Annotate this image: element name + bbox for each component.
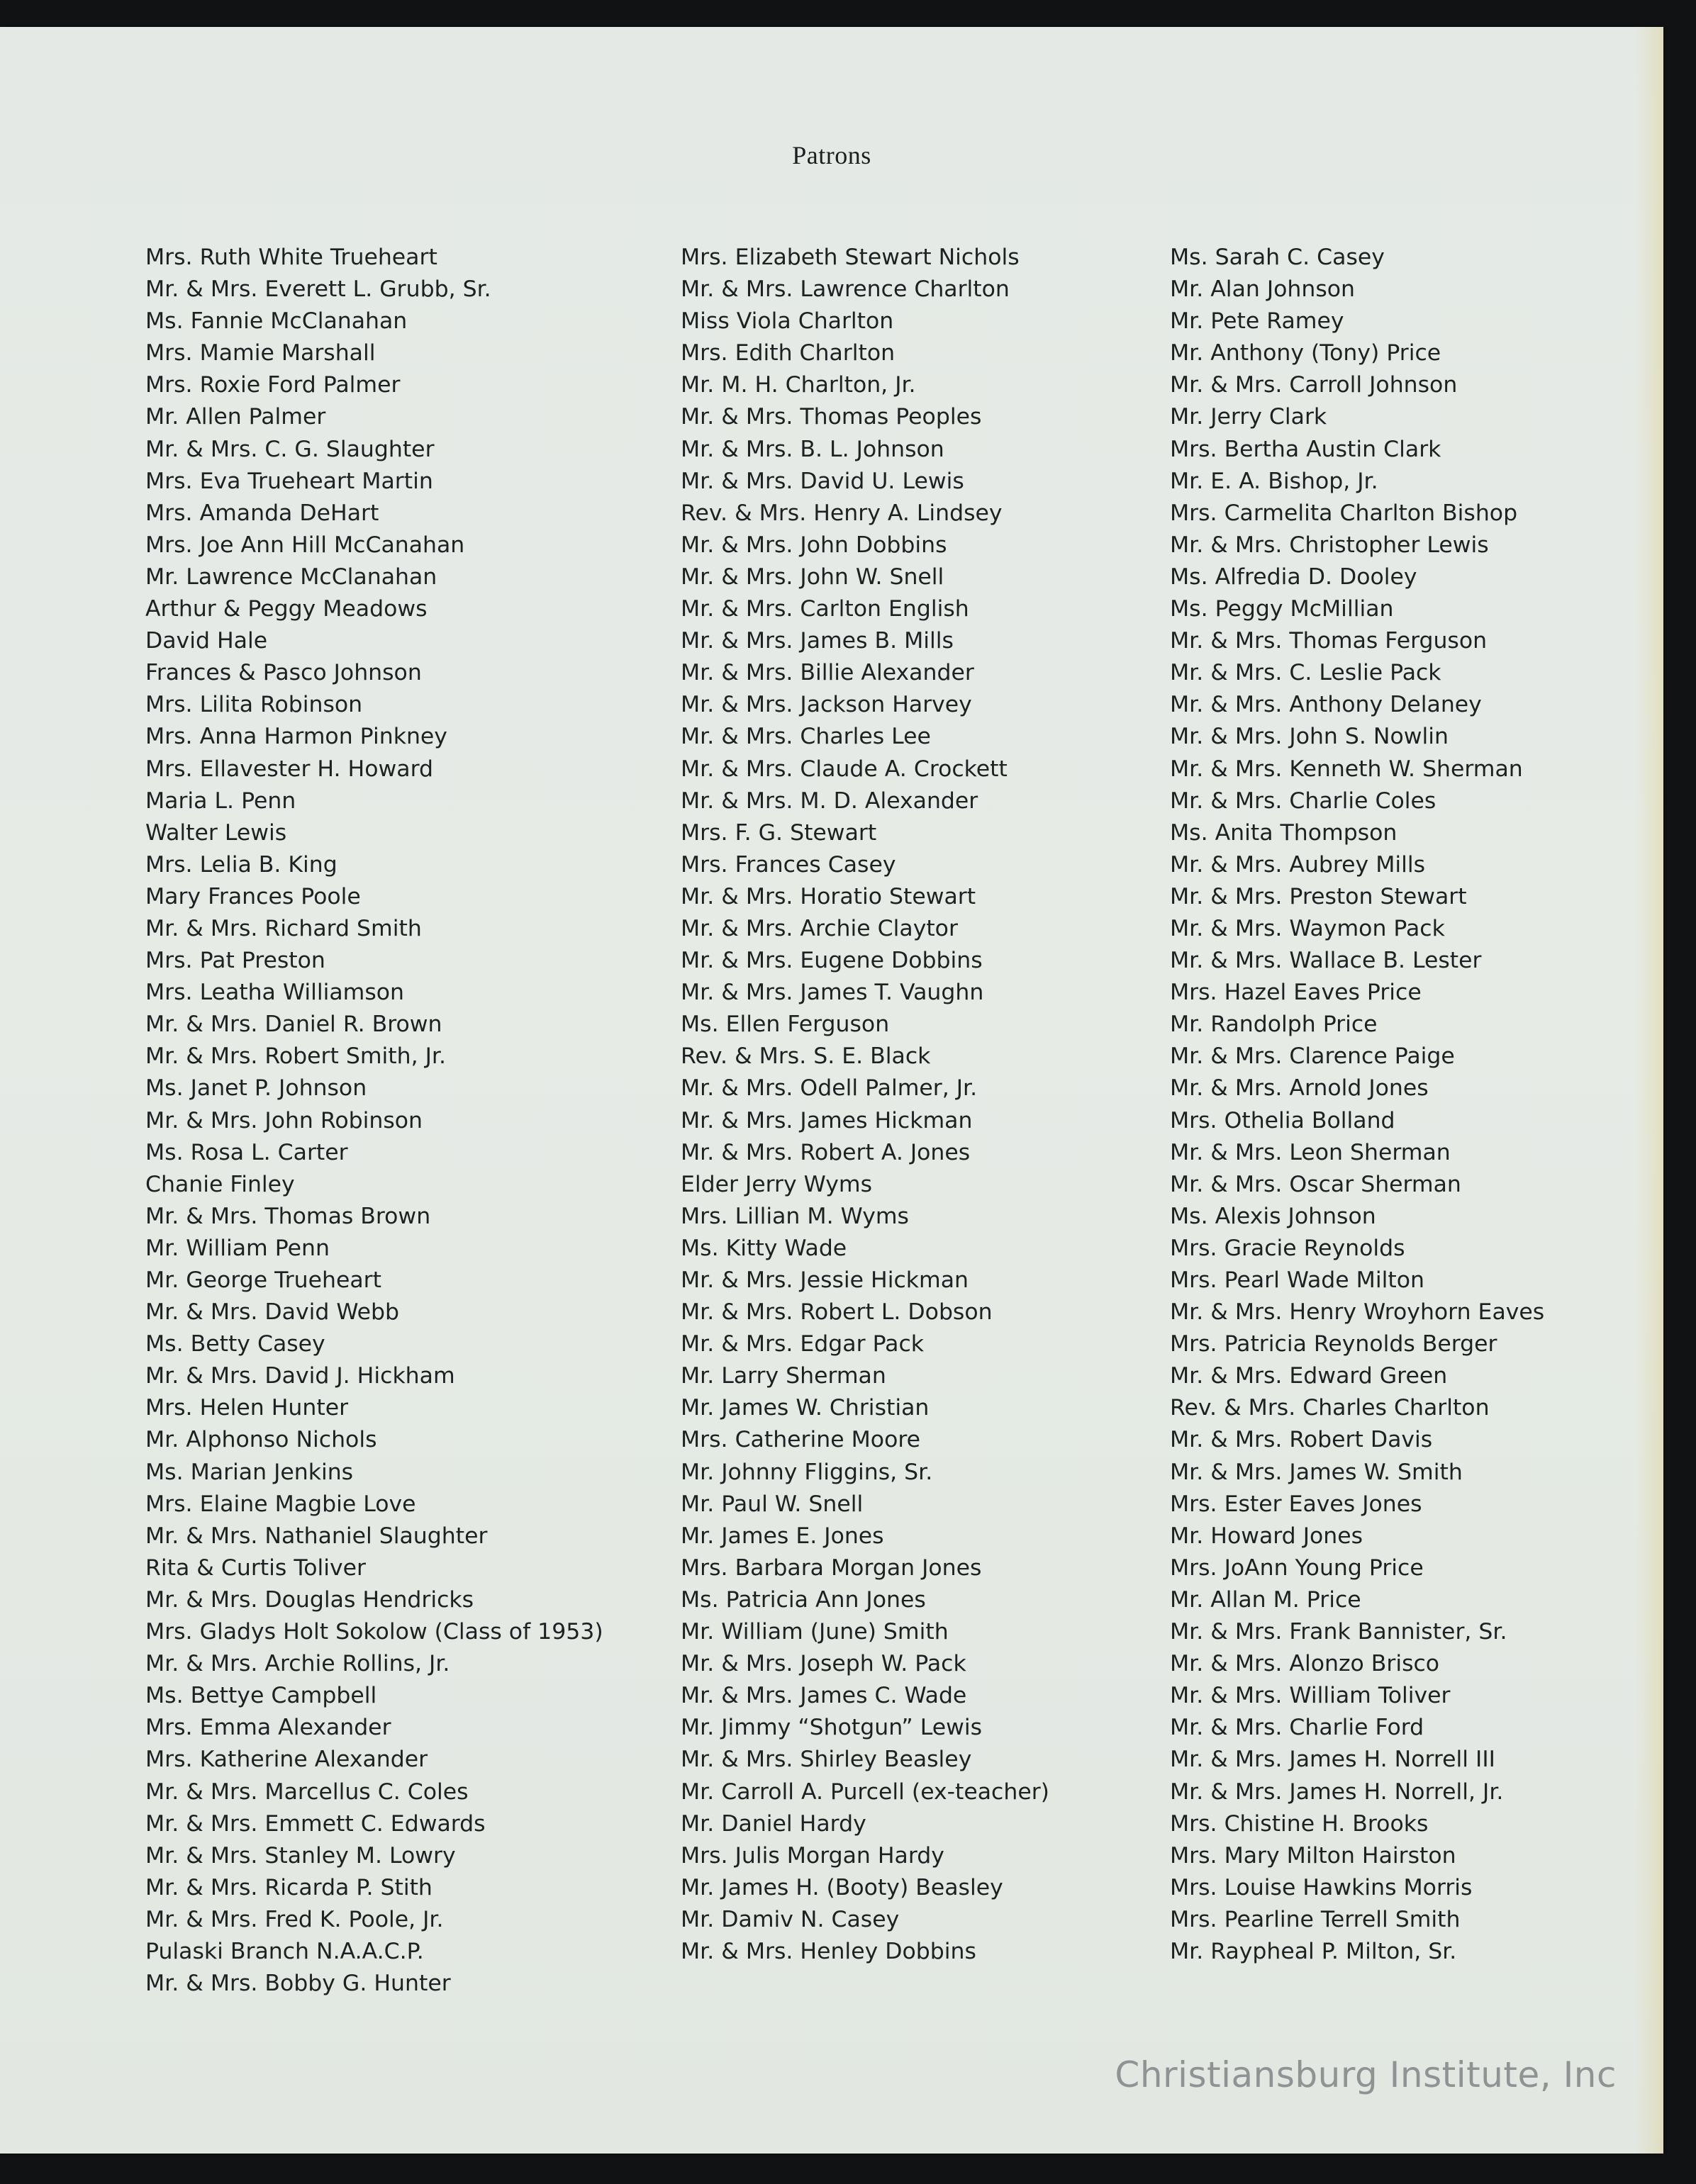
patron-name: Mrs. Lilita Robinson: [145, 692, 363, 718]
patron-name: Mrs. Helen Hunter: [145, 1395, 349, 1421]
patron-name: Mr. & Mrs. Edgar Pack: [681, 1331, 925, 1357]
patron-name: Mr. & Mrs. Stanley M. Lowry: [145, 1842, 456, 1869]
patron-name: Mr. Larry Sherman: [681, 1363, 886, 1389]
patron-name: Mr. Anthony (Tony) Price: [1170, 340, 1441, 366]
patron-name: Mr. Alphonso Nichols: [145, 1427, 377, 1453]
patron-name: Mr. & Mrs. Daniel R. Brown: [145, 1012, 442, 1038]
patron-name: Mr. & Mrs. Jessie Hickman: [681, 1267, 969, 1293]
patron-name: Mr. & Mrs. Henry Wroyhorn Eaves: [1170, 1299, 1545, 1326]
patron-name: Mrs. Frances Casey: [681, 851, 896, 878]
patron-name: Mr. & Mrs. Eugene Dobbins: [681, 948, 983, 974]
patron-name: Mr. & Mrs. Odell Palmer, Jr.: [681, 1075, 978, 1102]
patron-name: Ms. Alfredia D. Dooley: [1170, 564, 1417, 590]
patron-name: Mr. & Mrs. Shirley Beasley: [681, 1747, 972, 1773]
patron-name: Ms. Patricia Ann Jones: [681, 1586, 926, 1613]
patron-name: Mrs. Elaine Magbie Love: [145, 1491, 416, 1517]
watermark-text: Christiansburg Institute, Inc: [1115, 2054, 1617, 2095]
patron-name: Mrs. Chistine H. Brooks: [1170, 1810, 1429, 1837]
patron-name: Arthur & Peggy Meadows: [145, 596, 428, 622]
patron-name: Mr. & Mrs. Ricarda P. Stith: [145, 1874, 433, 1900]
patron-name: Mr. & Mrs. Arnold Jones: [1170, 1075, 1429, 1102]
patron-name: Mr. Carroll A. Purcell (ex-teacher): [681, 1779, 1049, 1805]
patron-name: Rita & Curtis Toliver: [145, 1555, 366, 1581]
patron-name: Mr. & Mrs. Lawrence Charlton: [681, 276, 1010, 303]
patron-name: Mr. Pete Ramey: [1170, 308, 1344, 335]
patron-name: Mr. & Mrs. John W. Snell: [681, 564, 944, 590]
patron-name: Mr. & Mrs. Jackson Harvey: [681, 692, 972, 718]
patron-name: Mr. & Mrs. Waymon Pack: [1170, 915, 1445, 941]
patron-name: Chanie Finley: [145, 1171, 295, 1197]
patron-name: Ms. Marian Jenkins: [145, 1459, 354, 1485]
patron-name: Mr. & Mrs. C. G. Slaughter: [145, 436, 435, 462]
patron-name: Mr. & Mrs. M. D. Alexander: [681, 788, 978, 814]
patron-name: Mrs. Gracie Reynolds: [1170, 1235, 1405, 1261]
patron-name: Mrs. Emma Alexander: [145, 1715, 391, 1741]
patron-name: Mr. & Mrs. Thomas Peoples: [681, 404, 982, 430]
patron-name: Mr. Allen Palmer: [145, 404, 326, 430]
patron-name: Mrs. JoAnn Young Price: [1170, 1555, 1424, 1581]
patron-name: Mr. & Mrs. David J. Hickham: [145, 1363, 455, 1389]
patron-name: Mr. M. H. Charlton, Jr.: [681, 372, 916, 398]
patron-name: Mr. & Mrs. Frank Bannister, Sr.: [1170, 1619, 1507, 1645]
patron-name: Mr. & Mrs. Archie Rollins, Jr.: [145, 1651, 450, 1677]
patron-name: Rev. & Mrs. Henry A. Lindsey: [681, 500, 1003, 526]
patron-name: Mr. & Mrs. Bobby G. Hunter: [145, 1971, 451, 1997]
patron-name: Rev. & Mrs. S. E. Black: [681, 1043, 931, 1070]
patron-name: Mr. & Mrs. Thomas Brown: [145, 1203, 431, 1229]
patron-name: Mr. & Mrs. James W. Smith: [1170, 1459, 1463, 1485]
document-page: [0, 27, 1663, 2154]
patron-name: Mrs. Pearline Terrell Smith: [1170, 1906, 1461, 1932]
patron-name: Mr. & Mrs. Nathaniel Slaughter: [145, 1523, 488, 1549]
patron-name: Ms. Betty Casey: [145, 1331, 325, 1357]
patron-name: Mr. & Mrs. Douglas Hendricks: [145, 1586, 474, 1613]
patron-name: Mr. & Mrs. Wallace B. Lester: [1170, 948, 1482, 974]
patron-name: Mr. & Mrs. Robert Smith, Jr.: [145, 1043, 446, 1070]
patron-name: Mrs. Othelia Bolland: [1170, 1107, 1395, 1133]
patron-name: Mr. & Mrs. Kenneth W. Sherman: [1170, 756, 1523, 782]
patron-name: Mr. & Mrs. Anthony Delaney: [1170, 692, 1482, 718]
patron-name: Mr. & Mrs. Christopher Lewis: [1170, 532, 1489, 558]
patron-column-3: [1170, 242, 1544, 1968]
patron-name: Mr. Allan M. Price: [1170, 1586, 1361, 1613]
patron-name: Mr. E. A. Bishop, Jr.: [1170, 468, 1378, 494]
patron-name: Mr. William (June) Smith: [681, 1619, 949, 1645]
patron-name: Mr. James W. Christian: [681, 1395, 930, 1421]
page-title: Patrons: [792, 141, 871, 169]
patron-name: Mr. & Mrs. Carlton English: [681, 596, 969, 622]
patron-name: Mrs. Mary Milton Hairston: [1170, 1842, 1456, 1869]
patron-name: Mr. Johnny Fliggins, Sr.: [681, 1459, 933, 1485]
patron-name: Mr. & Mrs. James C. Wade: [681, 1683, 967, 1709]
patron-name: Mr. & Mrs. Preston Stewart: [1170, 883, 1467, 909]
patron-name: Mrs. Gladys Holt Sokolow (Class of 1953): [145, 1619, 603, 1645]
patron-name: Mrs. Anna Harmon Pinkney: [145, 724, 447, 750]
patron-name: Mrs. Joe Ann Hill McCanahan: [145, 532, 465, 558]
patron-name: Mrs. Lelia B. King: [145, 851, 337, 878]
patron-name: Mary Frances Poole: [145, 883, 361, 909]
patron-name: Mr. James E. Jones: [681, 1523, 884, 1549]
patron-name: Mr. & Mrs. Marcellus C. Coles: [145, 1779, 469, 1805]
patron-name: Ms. Peggy McMillian: [1170, 596, 1394, 622]
patron-name: Mr. James H. (Booty) Beasley: [681, 1874, 1003, 1900]
patron-name: Mr. Randolph Price: [1170, 1012, 1378, 1038]
patron-name: Mrs. Mamie Marshall: [145, 340, 376, 366]
patron-name: David Hale: [145, 628, 268, 654]
patron-name: Ms. Kitty Wade: [681, 1235, 847, 1261]
patron-name: Mrs. Pat Preston: [145, 948, 325, 974]
patron-name: Rev. & Mrs. Charles Charlton: [1170, 1395, 1490, 1421]
patron-name: Ms. Janet P. Johnson: [145, 1075, 367, 1102]
patron-name: Mr. & Mrs. Clarence Paige: [1170, 1043, 1455, 1070]
patron-name: Mr. Paul W. Snell: [681, 1491, 864, 1517]
patron-name: Mr. & Mrs. Robert L. Dobson: [681, 1299, 993, 1326]
patron-name: Mrs. Elizabeth Stewart Nichols: [681, 245, 1020, 270]
patron-name: Ms. Sarah C. Casey: [1170, 245, 1385, 270]
patron-name: Mr. & Mrs. John Dobbins: [681, 532, 947, 558]
patron-name: Mr. & Mrs. James H. Norrell III: [1170, 1747, 1495, 1773]
patron-name: Mrs. Katherine Alexander: [145, 1747, 428, 1773]
patron-name: Mr. & Mrs. Joseph W. Pack: [681, 1651, 966, 1677]
patron-name: Mr. Jimmy “Shotgun” Lewis: [681, 1715, 983, 1741]
patron-name: Mr. & Mrs. Billie Alexander: [681, 660, 974, 686]
patron-name: Ms. Alexis Johnson: [1170, 1203, 1376, 1229]
patron-name: Mr. & Mrs. Oscar Sherman: [1170, 1171, 1461, 1197]
patron-name: Ms. Ellen Ferguson: [681, 1012, 890, 1038]
patron-name: Mrs. Pearl Wade Milton: [1170, 1267, 1424, 1293]
patron-column-2: [681, 242, 1049, 1968]
patron-name: Mr. & Mrs. Horatio Stewart: [681, 883, 976, 909]
patron-name: Mrs. Lillian M. Wyms: [681, 1203, 909, 1229]
patron-name: Mr. & Mrs. Archie Claytor: [681, 915, 958, 941]
patron-name: Mrs. Ellavester H. Howard: [145, 756, 433, 782]
patron-name: Mrs. Ruth White Trueheart: [145, 245, 437, 270]
patron-name: Maria L. Penn: [145, 788, 296, 814]
patron-name: Ms. Bettye Campbell: [145, 1683, 377, 1709]
patron-name: Mr. & Mrs. Fred K. Poole, Jr.: [145, 1906, 444, 1932]
patron-name: Mr. & Mrs. C. Leslie Pack: [1170, 660, 1441, 686]
patron-name: Mr. & Mrs. Aubrey Mills: [1170, 851, 1426, 878]
patron-name: Mr. & Mrs. Alonzo Brisco: [1170, 1651, 1440, 1677]
patron-name: Mrs. Julis Morgan Hardy: [681, 1842, 944, 1869]
patron-name: Mr. & Mrs. James Hickman: [681, 1107, 973, 1133]
patron-name: Mr. William Penn: [145, 1235, 330, 1261]
patron-name: Mrs. Roxie Ford Palmer: [145, 372, 401, 398]
patron-name: Mr. Howard Jones: [1170, 1523, 1363, 1549]
patron-name: Mrs. Eva Trueheart Martin: [145, 468, 433, 494]
patron-name: Mr. & Mrs. Thomas Ferguson: [1170, 628, 1488, 654]
patron-name: Mr. & Mrs. James H. Norrell, Jr.: [1170, 1779, 1504, 1805]
patron-name: Ms. Fannie McClanahan: [145, 308, 408, 335]
patron-name: Mrs. F. G. Stewart: [681, 819, 877, 846]
patron-name: Mr. & Mrs. Henley Dobbins: [681, 1938, 976, 1964]
patron-name: Mr. & Mrs. Leon Sherman: [1170, 1139, 1451, 1165]
patron-name: Mrs. Hazel Eaves Price: [1170, 980, 1422, 1006]
patron-name: Mr. Jerry Clark: [1170, 404, 1327, 430]
patron-name: Mrs. Bertha Austin Clark: [1170, 436, 1441, 462]
patron-name: Mr. Alan Johnson: [1170, 276, 1355, 303]
patron-name: Mr. & Mrs. David Webb: [145, 1299, 400, 1326]
patron-name: Ms. Rosa L. Carter: [145, 1139, 348, 1165]
patron-name: Mr. & Mrs. James B. Mills: [681, 628, 954, 654]
patron-name: Mr. & Mrs. Charles Lee: [681, 724, 931, 750]
patron-name: Mr. & Mrs. John Robinson: [145, 1107, 423, 1133]
patron-name: Mrs. Patricia Reynolds Berger: [1170, 1331, 1497, 1357]
patron-name: Frances & Pasco Johnson: [145, 660, 422, 686]
patron-name: Mr. & Mrs. Robert A. Jones: [681, 1139, 971, 1165]
patron-name: Mr. & Mrs. James T. Vaughn: [681, 980, 984, 1006]
patron-name: Mr. & Mrs. Robert Davis: [1170, 1427, 1433, 1453]
patron-name: Mr. & Mrs. Carroll Johnson: [1170, 372, 1458, 398]
patron-name: Mr. Lawrence McClanahan: [145, 564, 437, 590]
patron-name: Mr. Raypheal P. Milton, Sr.: [1170, 1938, 1457, 1964]
patron-name: Mr. & Mrs. Charlie Coles: [1170, 788, 1436, 814]
patron-name: Elder Jerry Wyms: [681, 1171, 872, 1197]
patron-name: Ms. Anita Thompson: [1170, 819, 1397, 846]
patron-name: Mr. & Mrs. William Toliver: [1170, 1683, 1451, 1709]
patron-name: Pulaski Branch N.A.A.C.P.: [145, 1938, 424, 1964]
patron-name: Mr. Damiv N. Casey: [681, 1906, 900, 1932]
patron-name: Mr. & Mrs. B. L. Johnson: [681, 436, 944, 462]
patron-column-1: [145, 242, 603, 2000]
patron-name: Mrs. Leatha Williamson: [145, 980, 404, 1006]
patron-name: Mrs. Ester Eaves Jones: [1170, 1491, 1422, 1517]
patron-name: Mr. & Mrs. David U. Lewis: [681, 468, 964, 494]
patron-name: Mrs. Amanda DeHart: [145, 500, 379, 526]
patron-name: Mrs. Barbara Morgan Jones: [681, 1555, 982, 1581]
patron-name: Mr. & Mrs. Emmett C. Edwards: [145, 1810, 486, 1837]
patron-name: Miss Viola Charlton: [681, 308, 894, 335]
patron-name: Mr. & Mrs. Richard Smith: [145, 915, 422, 941]
patron-name: Mr. Daniel Hardy: [681, 1810, 866, 1837]
patron-name: Mr. & Mrs. Everett L. Grubb, Sr.: [145, 276, 491, 303]
patron-name: Mr. & Mrs. Charlie Ford: [1170, 1715, 1424, 1741]
patron-name: Mr. & Mrs. Edward Green: [1170, 1363, 1448, 1389]
patron-name: Walter Lewis: [145, 819, 287, 846]
patron-name: Mr. George Trueheart: [145, 1267, 381, 1293]
patron-name: Mr. & Mrs. Claude A. Crockett: [681, 756, 1008, 782]
patron-name: Mrs. Louise Hawkins Morris: [1170, 1874, 1473, 1900]
patron-name: Mrs. Carmelita Charlton Bishop: [1170, 500, 1518, 526]
patron-name: Mrs. Edith Charlton: [681, 340, 896, 366]
patron-name: Mr. & Mrs. John S. Nowlin: [1170, 724, 1449, 750]
patron-name: Mrs. Catherine Moore: [681, 1427, 920, 1453]
